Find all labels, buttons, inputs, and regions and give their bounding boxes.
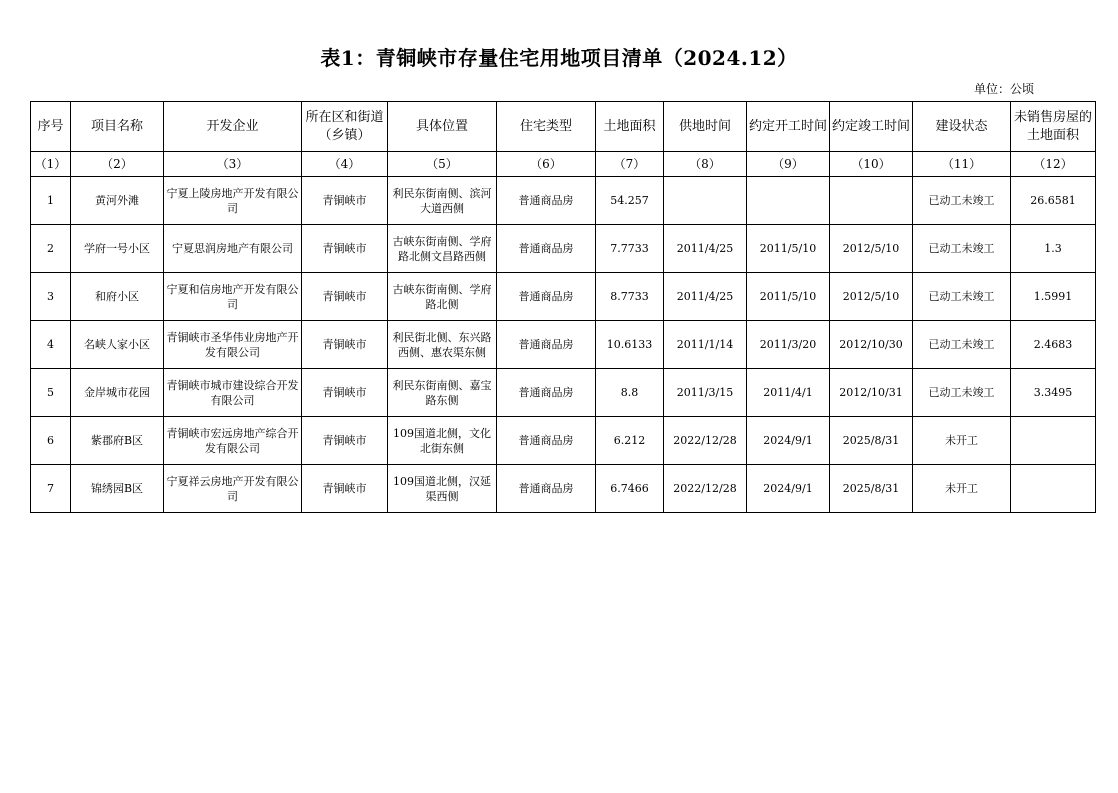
cell-completion-date — [830, 177, 913, 225]
column-number-cell: （1） — [31, 152, 71, 177]
cell-start-date: 2011/3/20 — [747, 321, 830, 369]
column-number-cell: （9） — [747, 152, 830, 177]
cell-supply-date: 2011/4/25 — [664, 225, 747, 273]
cell-status: 已动工未竣工 — [913, 369, 1011, 417]
cell-location: 利民街北侧、东兴路西侧、惠农渠东侧 — [388, 321, 497, 369]
cell-start-date: 2011/5/10 — [747, 225, 830, 273]
cell-housing-type: 普通商品房 — [497, 417, 596, 465]
cell-land-area: 10.6133 — [596, 321, 664, 369]
column-number-cell: （8） — [664, 152, 747, 177]
header-cell-start-date: 约定开工时间 — [747, 102, 830, 152]
cell-completion-date: 2012/5/10 — [830, 273, 913, 321]
cell-start-date: 2024/9/1 — [747, 465, 830, 513]
header-cell-land-area: 土地面积 — [596, 102, 664, 152]
cell-completion-date: 2012/10/31 — [830, 369, 913, 417]
cell-housing-type: 普通商品房 — [497, 321, 596, 369]
cell-unsold-area: 1.5991 — [1011, 273, 1096, 321]
cell-location: 109国道北侧，文化北街东侧 — [388, 417, 497, 465]
cell-seq: 1 — [31, 177, 71, 225]
cell-seq: 3 — [31, 273, 71, 321]
cell-district: 青铜峡市 — [302, 465, 388, 513]
cell-supply-date: 2011/4/25 — [664, 273, 747, 321]
cell-district: 青铜峡市 — [302, 321, 388, 369]
cell-unsold-area: 26.6581 — [1011, 177, 1096, 225]
cell-project-name: 金岸城市花园 — [71, 369, 164, 417]
cell-status: 已动工未竣工 — [913, 273, 1011, 321]
table-row — [31, 417, 1096, 465]
header-cell-location: 具体位置 — [388, 102, 497, 152]
cell-status: 已动工未竣工 — [913, 177, 1011, 225]
header-cell-district: 所在区和街道（乡镇） — [302, 102, 388, 152]
header-cell-completion-date: 约定竣工时间 — [830, 102, 913, 152]
cell-seq: 2 — [31, 225, 71, 273]
cell-location: 利民东街南侧、滨河大道西侧 — [388, 177, 497, 225]
column-number-cell: （5） — [388, 152, 497, 177]
cell-seq: 4 — [31, 321, 71, 369]
cell-housing-type: 普通商品房 — [497, 273, 596, 321]
header-cell-supply-date: 供地时间 — [664, 102, 747, 152]
cell-supply-date — [664, 177, 747, 225]
cell-completion-date: 2025/8/31 — [830, 465, 913, 513]
cell-location: 109国道北侧，汉延渠西侧 — [388, 465, 497, 513]
header-cell-housing-type: 住宅类型 — [497, 102, 596, 152]
cell-seq: 6 — [31, 417, 71, 465]
cell-developer: 青铜峡市城市建设综合开发有限公司 — [164, 369, 302, 417]
cell-completion-date: 2012/10/30 — [830, 321, 913, 369]
cell-developer: 青铜峡市圣华伟业房地产开发有限公司 — [164, 321, 302, 369]
cell-project-name: 和府小区 — [71, 273, 164, 321]
cell-project-name: 锦绣园B区 — [71, 465, 164, 513]
table-row — [31, 177, 1096, 225]
cell-supply-date: 2011/3/15 — [664, 369, 747, 417]
cell-developer: 宁夏上陵房地产开发有限公司 — [164, 177, 302, 225]
cell-unsold-area — [1011, 417, 1096, 465]
column-number-cell: （4） — [302, 152, 388, 177]
cell-district: 青铜峡市 — [302, 369, 388, 417]
cell-unsold-area: 3.3495 — [1011, 369, 1096, 417]
land-inventory-table — [30, 101, 1096, 513]
cell-housing-type: 普通商品房 — [497, 465, 596, 513]
cell-completion-date: 2012/5/10 — [830, 225, 913, 273]
cell-location: 古峡东街南侧、学府路北侧文昌路西侧 — [388, 225, 497, 273]
header-cell-project-name: 项目名称 — [71, 102, 164, 152]
cell-housing-type: 普通商品房 — [497, 369, 596, 417]
cell-location: 古峡东街南侧、学府路北侧 — [388, 273, 497, 321]
column-number-cell: （6） — [497, 152, 596, 177]
table-row — [31, 369, 1096, 417]
column-number-cell: （12） — [1011, 152, 1096, 177]
header-cell-unsold-area: 未销售房屋的土地面积 — [1011, 102, 1096, 152]
document-title: 表1：青铜峡市存量住宅用地项目清单（2024.12） — [320, 46, 798, 70]
cell-supply-date: 2022/12/28 — [664, 465, 747, 513]
cell-start-date — [747, 177, 830, 225]
cell-land-area: 6.7466 — [596, 465, 664, 513]
column-number-cell: （11） — [913, 152, 1011, 177]
cell-land-area: 8.7733 — [596, 273, 664, 321]
cell-status: 已动工未竣工 — [913, 225, 1011, 273]
table-row — [31, 465, 1096, 513]
cell-supply-date: 2022/12/28 — [664, 417, 747, 465]
cell-district: 青铜峡市 — [302, 417, 388, 465]
column-number-cell: （2） — [71, 152, 164, 177]
cell-district: 青铜峡市 — [302, 225, 388, 273]
cell-unsold-area: 2.4683 — [1011, 321, 1096, 369]
cell-seq: 7 — [31, 465, 71, 513]
cell-start-date: 2011/4/1 — [747, 369, 830, 417]
cell-developer: 宁夏和信房地产开发有限公司 — [164, 273, 302, 321]
cell-developer: 宁夏思润房地产有限公司 — [164, 225, 302, 273]
header-cell-developer: 开发企业 — [164, 102, 302, 152]
cell-start-date: 2011/5/10 — [747, 273, 830, 321]
cell-status: 已动工未竣工 — [913, 321, 1011, 369]
table-row — [31, 321, 1096, 369]
column-number-row — [31, 152, 1096, 177]
column-number-cell: （3） — [164, 152, 302, 177]
cell-supply-date: 2011/1/14 — [664, 321, 747, 369]
cell-status: 未开工 — [913, 465, 1011, 513]
cell-developer: 青铜峡市宏远房地产综合开发有限公司 — [164, 417, 302, 465]
cell-land-area: 54.257 — [596, 177, 664, 225]
unit-label: 单位：公顷 — [973, 82, 1034, 96]
cell-project-name: 学府一号小区 — [71, 225, 164, 273]
cell-housing-type: 普通商品房 — [497, 225, 596, 273]
header-cell-status: 建设状态 — [913, 102, 1011, 152]
header-row — [31, 102, 1096, 152]
cell-land-area: 7.7733 — [596, 225, 664, 273]
header-cell-seq: 序号 — [31, 102, 71, 152]
cell-district: 青铜峡市 — [302, 273, 388, 321]
cell-land-area: 8.8 — [596, 369, 664, 417]
table-row — [31, 225, 1096, 273]
cell-district: 青铜峡市 — [302, 177, 388, 225]
table-row — [31, 273, 1096, 321]
cell-project-name: 名峡人家小区 — [71, 321, 164, 369]
cell-seq: 5 — [31, 369, 71, 417]
cell-start-date: 2024/9/1 — [747, 417, 830, 465]
cell-unsold-area — [1011, 465, 1096, 513]
cell-housing-type: 普通商品房 — [497, 177, 596, 225]
cell-unsold-area: 1.3 — [1011, 225, 1096, 273]
cell-status: 未开工 — [913, 417, 1011, 465]
column-number-cell: （10） — [830, 152, 913, 177]
cell-location: 利民东街南侧、嘉宝路东侧 — [388, 369, 497, 417]
column-number-cell: （7） — [596, 152, 664, 177]
cell-developer: 宁夏祥云房地产开发有限公司 — [164, 465, 302, 513]
cell-project-name: 黄河外滩 — [71, 177, 164, 225]
cell-completion-date: 2025/8/31 — [830, 417, 913, 465]
cell-project-name: 紫郡府B区 — [71, 417, 164, 465]
cell-land-area: 6.212 — [596, 417, 664, 465]
